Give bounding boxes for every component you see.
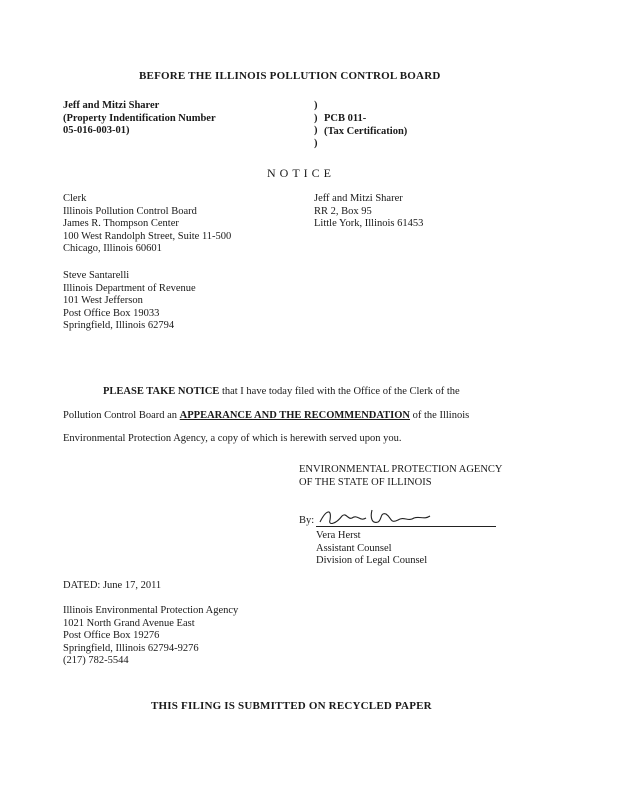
body-text: Pollution Control Board an xyxy=(63,410,180,421)
signatory-line: Assistant Counsel xyxy=(316,542,392,554)
addressee-sharer xyxy=(314,193,423,231)
address-line: Steve Santarelli xyxy=(63,270,130,281)
address-line: 101 West Jefferson xyxy=(63,295,143,307)
address-line: Illinois Department of Revenue xyxy=(63,282,196,294)
caption-paren: ) xyxy=(314,100,318,111)
address-line: (217) 782-5544 xyxy=(63,655,129,667)
address-line: Little York, Illinois 61453 xyxy=(314,218,424,230)
signatory-line: Vera Herst xyxy=(316,530,361,541)
notice-paragraph-line-3: Environmental Protection Agency, a copy of which is herewith served upon you. xyxy=(63,433,402,444)
agency-line: OF THE STATE OF ILLINOIS xyxy=(299,476,432,488)
by-label: By: xyxy=(299,515,315,526)
signature-line xyxy=(316,526,496,527)
address-line: Clerk xyxy=(63,193,87,204)
signatory-line: Division of Legal Counsel xyxy=(316,555,428,567)
address-line: Illinois Environmental Protection Agency xyxy=(63,605,239,616)
addressee-clerk xyxy=(63,193,231,256)
caption-line: Jeff and Mitzi Sharer xyxy=(63,100,160,111)
caption-line: (Property Indentification Number xyxy=(63,112,216,124)
address-line: Springfield, Illinois 62794-9276 xyxy=(63,642,199,654)
caption-paren: ) xyxy=(314,137,318,149)
agency-line: ENVIRONMENTAL PROTECTION AGENCY xyxy=(299,464,503,475)
caption-paren: ) xyxy=(314,112,318,124)
addressee-revenue xyxy=(63,270,196,333)
agency-address xyxy=(63,605,238,668)
please-take-notice: PLEASE TAKE NOTICE xyxy=(103,386,220,397)
notice-paragraph-line-1 xyxy=(103,386,460,397)
dated-line: DATED: June 17, 2011 xyxy=(63,580,162,591)
caption-paren: ) xyxy=(314,125,318,137)
notice-title: NOTICE xyxy=(267,166,335,180)
caption-parentheses xyxy=(314,100,318,150)
address-line: Illinois Pollution Control Board xyxy=(63,205,197,217)
address-line: Springfield, Illinois 62794 xyxy=(63,320,175,332)
case-caption-parties xyxy=(63,100,216,138)
address-line: Jeff and Mitzi Sharer xyxy=(314,193,403,204)
address-line: RR 2, Box 95 xyxy=(314,205,372,217)
signatory xyxy=(316,530,427,568)
document-heading: BEFORE THE ILLINOIS POLLUTION CONTROL BOARD xyxy=(139,70,441,82)
address-line: 1021 North Grand Avenue East xyxy=(63,617,195,629)
address-line: 100 West Randolph Street, Suite 11-500 xyxy=(63,230,232,242)
caption-line: 05-016-003-01) xyxy=(63,125,130,137)
body-text: that I have today filed with the Office of the Clerk of the xyxy=(219,386,460,397)
case-type: (Tax Certification) xyxy=(324,126,408,137)
case-number: PCB 011- xyxy=(324,113,367,124)
address-line: Post Office Box 19033 xyxy=(63,307,160,319)
recycled-paper-footer: THIS FILING IS SUBMITTED ON RECYCLED PAPER xyxy=(151,700,432,712)
address-line: Chicago, Illinois 60601 xyxy=(63,243,162,255)
body-text: of the Illinois xyxy=(410,410,470,421)
address-line: Post Office Box 19276 xyxy=(63,630,160,642)
filing-title: APPEARANCE AND THE RECOMMENDATION xyxy=(179,410,411,421)
notice-paragraph-line-2 xyxy=(63,410,469,421)
address-line: James R. Thompson Center xyxy=(63,218,179,230)
signing-agency xyxy=(299,464,503,489)
